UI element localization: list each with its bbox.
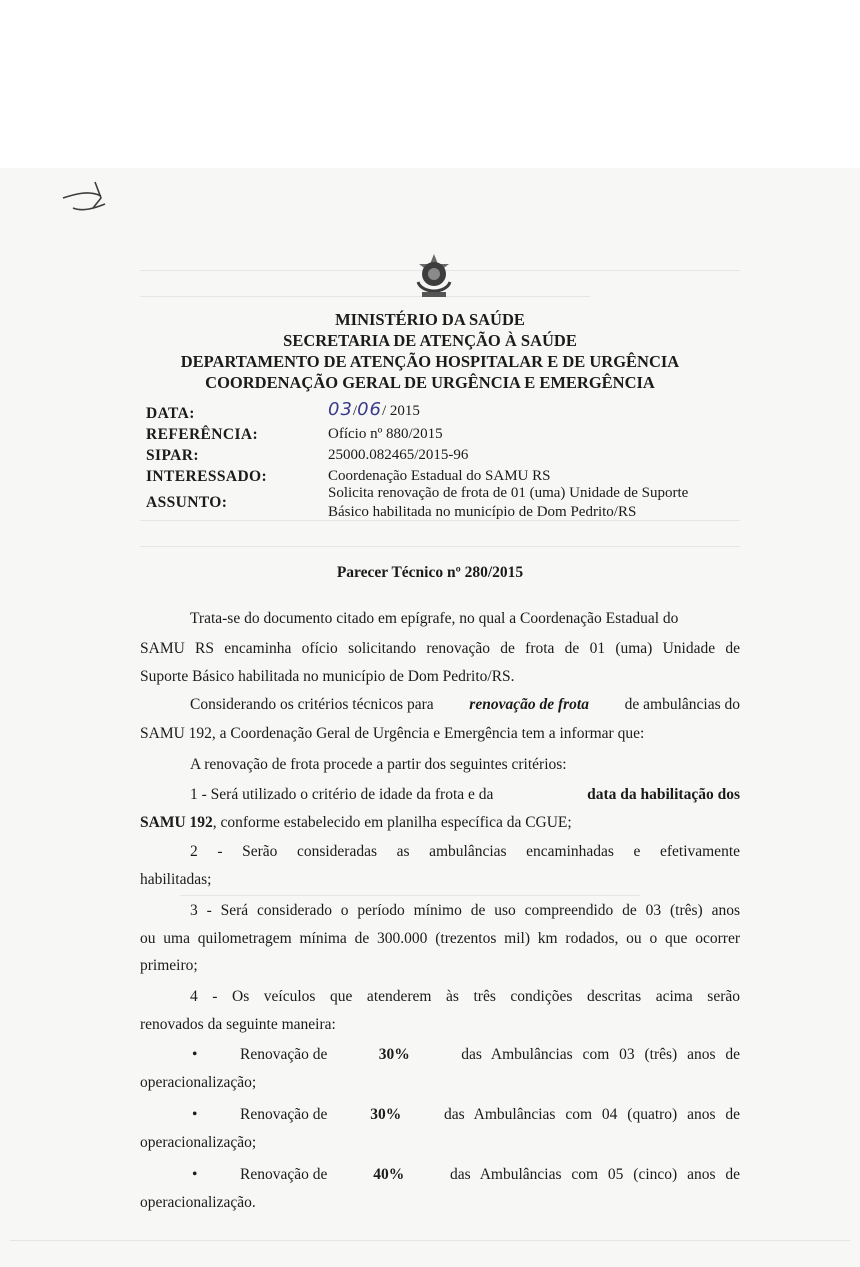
paragraph-2-line-1: Considerando os critérios técnicos para renovação de frota de ambulâncias do (190, 696, 740, 713)
sipar-value: 25000.082465/2015-96 (328, 447, 469, 463)
coat-of-arms-seal (412, 252, 456, 302)
subject-label: ASSUNTO: (146, 494, 228, 511)
bullet-dot-icon: • (192, 1046, 198, 1063)
reference-value: Ofício nº 880/2015 (328, 426, 443, 442)
interested-label: INTERESSADO: (146, 468, 268, 485)
criterion-3-line-2: ou uma quilometragem mínima de 300.000 (trezentos mil) km rodados, ou o que ocorrer (140, 930, 740, 947)
subject-value-line2: Básico habilitada no município de Dom Pedrito/RS (328, 504, 637, 520)
criterion-4-line-2: renovados da seguinte maneira: (140, 1016, 336, 1033)
fleet-renewal-emphasis: renovação de frota (469, 696, 589, 713)
criterion-2-line-2: habilitadas; (140, 871, 212, 888)
date-year: / 2015 (381, 403, 420, 419)
sipar-label: SIPAR: (146, 447, 199, 464)
subject-value-line1: Solicita renovação de frota de 01 (uma) Unidade de Suporte (328, 485, 689, 501)
date-value (328, 399, 420, 420)
coordination-name: COORDENAÇÃO GERAL DE URGÊNCIA E EMERGÊNCIA (205, 373, 655, 392)
criterion-1-line-1: 1 - Será utilizado o critério de idade da frota e da data da habilitação dos (190, 786, 740, 803)
secretariat-name: SECRETARIA DE ATENÇÃO À SAÚDE (283, 331, 577, 350)
criterion-4-line-1: 4 - Os veículos que atenderem às três condições descritas acima serão (190, 988, 740, 1005)
document-title: Parecer Técnico nº 280/2015 (336, 564, 524, 581)
date-day-handwritten: 03 (328, 399, 353, 420)
date-separator: / (352, 403, 358, 419)
paragraph-3: A renovação de frota procede a partir dos seguintes critérios: (190, 756, 567, 773)
paragraph-1-line-1: Trata-se do documento citado em epígrafe, no qual a Coordenação Estadual do (190, 610, 679, 627)
date-label: DATA: (146, 405, 195, 422)
bleed-through-line (140, 296, 590, 297)
bullet-item-continuation: operacionalização; (140, 1074, 257, 1091)
bleed-through-line (140, 546, 740, 547)
paragraph-1-line-3: Suporte Básico habilitada no município de Dom Pedrito/RS. (140, 668, 515, 685)
bullet-item-continuation: operacionalização; (140, 1134, 257, 1151)
department-name: DEPARTAMENTO DE ATENÇÃO HOSPITALAR E DE URGÊNCIA (180, 352, 680, 371)
letterhead (130, 309, 730, 393)
bullet-item-continuation: operacionalização. (140, 1194, 256, 1211)
interested-value: Coordenação Estadual do SAMU RS (328, 468, 551, 484)
bullet-item: • Renovação de 40% das Ambulâncias com 05 (cinco) anos de (140, 1166, 740, 1184)
paragraph-2-line-2: SAMU 192, a Coordenação Geral de Urgência e Emergência tem a informar que: (140, 725, 645, 742)
criterion-1-line-2: SAMU 192, conforme estabelecido em planilha específica da CGUE; (140, 814, 572, 831)
bullet-dot-icon: • (192, 1106, 198, 1123)
bullet-item: • Renovação de 30% das Ambulâncias com 03 (três) anos de (140, 1046, 740, 1064)
paragraph-1-line-2: SAMU RS encaminha ofício solicitando renovação de frota de 01 (uma) Unidade de (140, 640, 740, 657)
bleed-through-line (10, 1240, 850, 1241)
bleed-through-line (180, 895, 640, 896)
bullet-item: • Renovação de 30% das Ambulâncias com 04 (quatro) anos de (140, 1106, 740, 1124)
ministry-name: MINISTÉRIO DA SAÚDE (335, 310, 525, 329)
criterion-2-line-1: 2 - Serão consideradas as ambulâncias encaminhadas e efetivamente (190, 843, 740, 860)
date-month-handwritten: 06 (357, 399, 382, 420)
reference-label: REFERÊNCIA: (146, 426, 259, 443)
bullet-dot-icon: • (192, 1166, 198, 1183)
criterion-3-line-1: 3 - Será considerado o período mínimo de uso compreendido de 03 (três) anos (190, 902, 740, 919)
pen-scribble-mark (55, 168, 125, 218)
habilitation-date-emphasis: data da habilitação dos (587, 786, 740, 803)
criterion-3-line-3: primeiro; (140, 957, 198, 974)
